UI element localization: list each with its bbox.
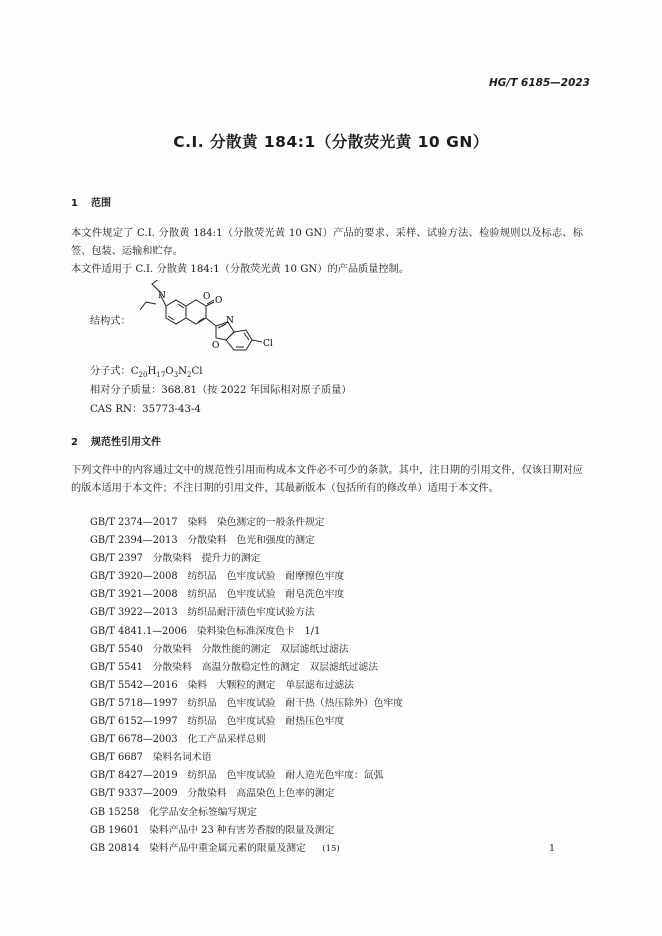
reference-item: GB/T 6152—1997 纺织品 色牢度试验 耐热压色牢度 [90,716,345,728]
reference-item: GB/T 3921—2008 纺织品 色牢度试验 耐皂洗色牢度 [90,589,345,601]
reference-item: GB/T 5540 分散染料 分散性能的测定 双层滤纸过滤法 [90,643,349,655]
page-number: 1 [548,843,555,854]
oxazole-nitrogen: N [226,316,234,326]
molecular-mass: 相对分子质量：368.81（按 2022 年国际相对原子质量） [90,385,352,396]
scope-paragraph-1: 本文件规定了 C.I. 分散黄 184:1（分散荧光黄 10 GN）产品的要求、采样、试验方法、检验规则以及标志、标签、包装、运输和贮存。 [71,228,583,257]
amine-nitrogen: N [158,291,166,301]
oxazole-oxygen: O [212,341,220,351]
reference-item: GB/T 8427—2019 纺织品 色牢度试验 耐人造光色牢度：氙弧 [90,770,384,782]
section-title: 规范性引用文件 [91,437,161,448]
reference-item: GB/T 5541 分散染料 高温分散稳定性的测定 双层滤纸过滤法 [90,661,379,673]
reference-item: GB/T 2397 分散染料 提升力的测定 [90,553,261,565]
reference-item: GB/T 5542—2016 染料 大颗粒的测定 单层滤布过滤法 [90,679,354,691]
document-title: C.I. 分散黄 184:1（分散荧光黄 10 GN） [173,133,489,151]
section-title: 范围 [91,198,111,209]
reference-item: GB/T 9337—2009 分散染料 高温染色上色率的测定 [90,788,335,800]
reference-item: GB/T 3920—2008 纺织品 色牢度试验 耐摩擦色牢度 [90,571,345,583]
reference-item: GB/T 4841.1—2006 染料染色标准深度色卡 1/1 [90,625,321,637]
references-intro: 下列文件中的内容通过文中的规范性引用而构成本文件必不可少的条款。其中，注日期的引用文件，仅该日期对应的版本适用于本文件；不注日期的引用文件，其最新版本（包括所有的修改单）适用于本文件。 [71,465,583,494]
section-2-heading [71,433,161,448]
section-number: 1 [71,198,78,209]
structure-label: 结构式： [90,316,131,327]
reference-item: GB/T 2394—2013 分散染料 色光和强度的测定 [90,535,315,547]
footer-page-marker: (15) [322,844,340,854]
reference-item: GB 19601 染料产品中 23 种有害芳香胺的限量及测定 [90,824,335,836]
cas-number: CAS RN：35773-43-4 [90,404,201,415]
reference-list [90,514,403,858]
reference-item: GB/T 6678—2003 化工产品采样总则 [90,734,266,746]
section-1-heading [71,194,111,209]
scope-paragraph-2: 本文件适用于 C.I. 分散黄 184:1（分散荧光黄 10 GN）的产品质量控制。 [71,264,409,275]
reference-item: GB/T 6687 染料名词术语 [90,752,212,764]
molecular-formula: 分子式：$C_{20}H_{17}O_3N_2Cl$ [90,366,203,380]
ring-oxygen: O [203,292,211,302]
chlorine-atom: Cl [263,339,273,349]
standard-code: HG/T 6185—2023 [488,77,590,89]
section-number: 2 [71,437,78,448]
reference-item: GB 15258 化学品安全标签编写规定 [90,806,257,818]
carbonyl-oxygen: O [215,296,223,306]
reference-item: GB/T 3922—2013 纺织品耐汗渍色牢度试验方法 [90,607,315,619]
reference-item: GB 20814 染料产品中重金属元素的限量及测定 [90,842,306,854]
structural-formula [136,280,296,360]
reference-item: GB/T 2374—2017 染料 染色测定的一般条件规定 [90,517,325,528]
reference-item: GB/T 5718—1997 纺织品 色牢度试验 耐干热（热压除外）色牢度 [90,697,403,709]
